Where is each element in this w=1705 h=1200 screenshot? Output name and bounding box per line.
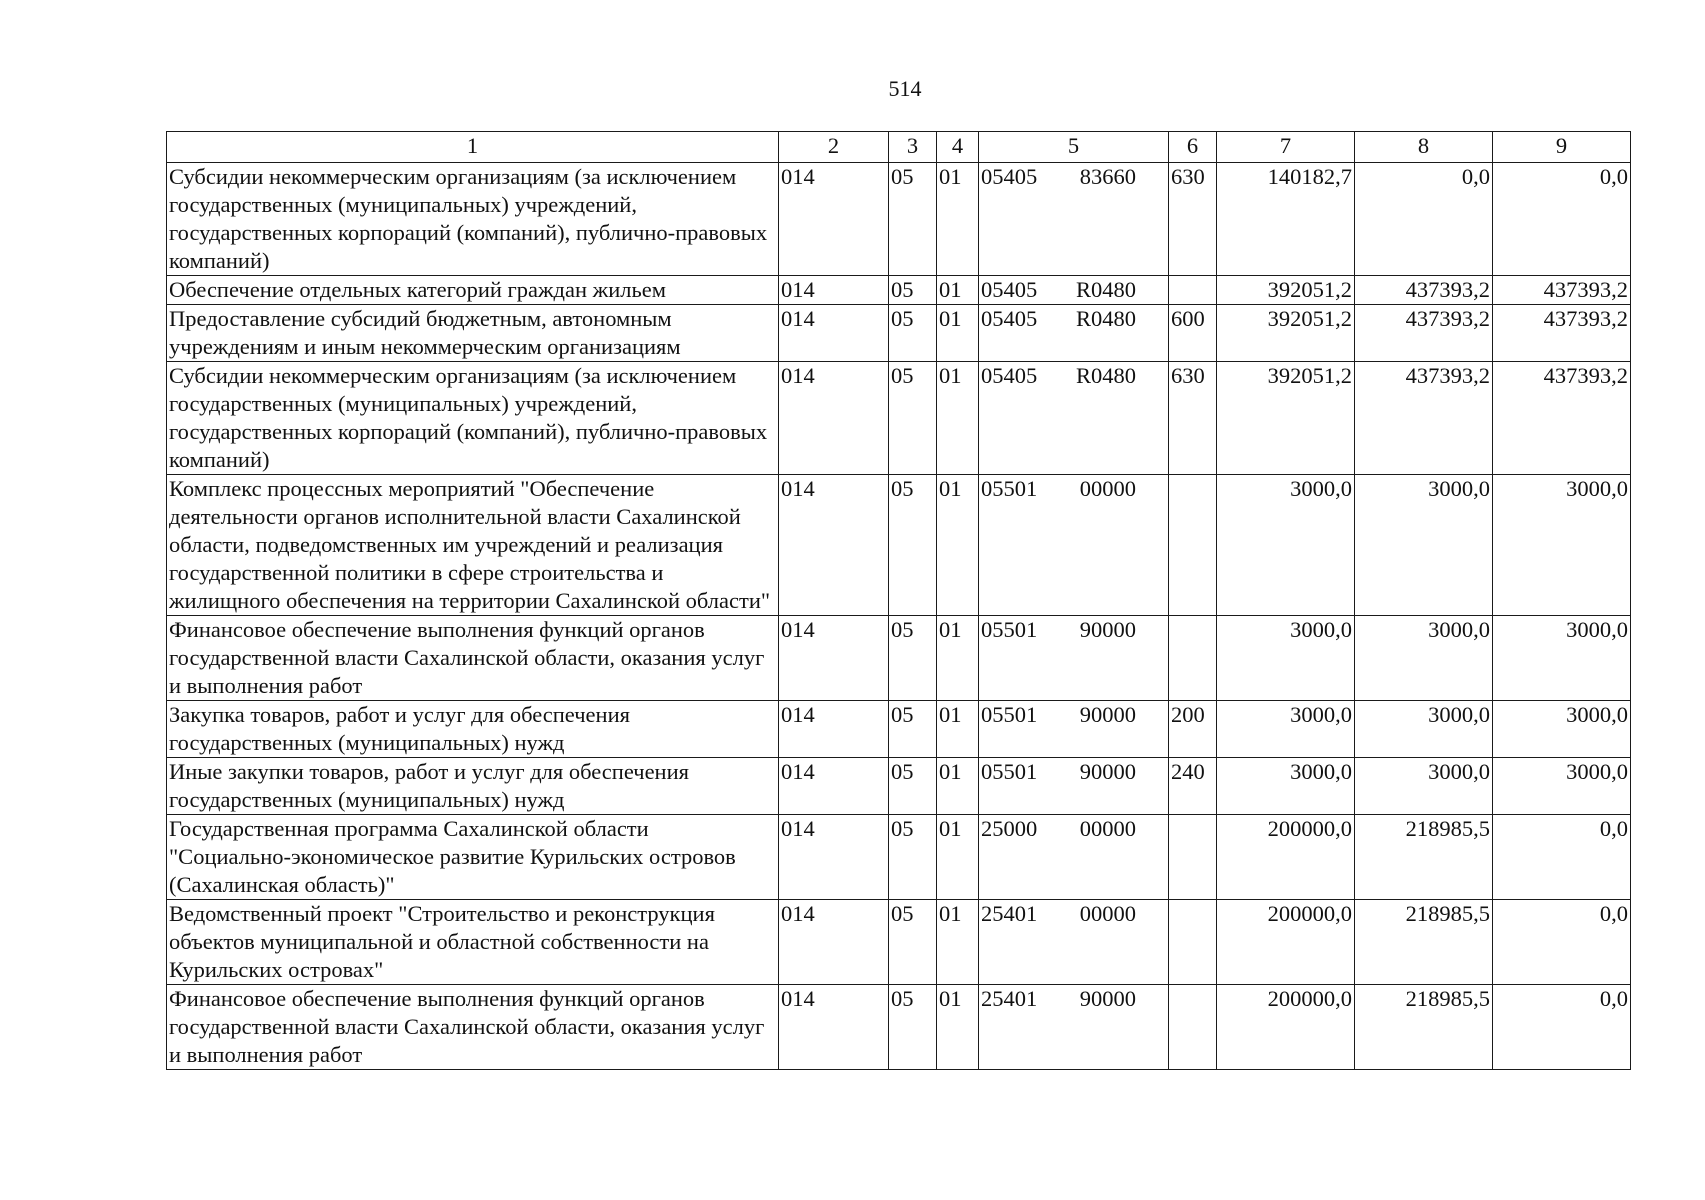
- row-name: Предоставление субсидий бюджетным, автономным учреждениям и иным некоммерческим организациям: [167, 305, 779, 362]
- row-expense-type: [1169, 985, 1217, 1070]
- row-amount-col9: 0,0: [1493, 163, 1631, 276]
- table-row: [167, 305, 1631, 362]
- row-amount-col9: 3000,0: [1493, 616, 1631, 701]
- row-section-code: 05: [889, 475, 937, 616]
- row-target-article: [979, 276, 1169, 305]
- row-subsection-code: 01: [937, 475, 979, 616]
- row-amount-col8: 437393,2: [1355, 362, 1493, 475]
- row-amount-col9: 0,0: [1493, 985, 1631, 1070]
- row-amount-col9: 3000,0: [1493, 758, 1631, 815]
- row-section-code: 05: [889, 276, 937, 305]
- row-target-article-program: 25401: [981, 901, 1038, 926]
- row-subsection-code: 01: [937, 900, 979, 985]
- row-target-article: [979, 758, 1169, 815]
- row-section-code: 05: [889, 163, 937, 276]
- row-amount-col7: 140182,7: [1217, 163, 1355, 276]
- row-section-code: 05: [889, 305, 937, 362]
- row-expense-type: 240: [1169, 758, 1217, 815]
- row-expense-type: [1169, 900, 1217, 985]
- row-subsection-code: 01: [937, 815, 979, 900]
- row-section-code: 05: [889, 985, 937, 1070]
- table-row: [167, 276, 1631, 305]
- row-ministry-code: 014: [779, 163, 889, 276]
- row-subsection-code: 01: [937, 701, 979, 758]
- row-target-article-direction: 90000: [1079, 759, 1136, 784]
- row-amount-col8: 3000,0: [1355, 616, 1493, 701]
- header-col-7: 7: [1217, 132, 1355, 163]
- row-amount-col9: 437393,2: [1493, 362, 1631, 475]
- row-ministry-code: 014: [779, 815, 889, 900]
- row-ministry-code: 014: [779, 758, 889, 815]
- row-target-article: [979, 985, 1169, 1070]
- table-body: [167, 163, 1631, 1070]
- row-subsection-code: 01: [937, 616, 979, 701]
- row-name: Обеспечение отдельных категорий граждан жильем: [167, 276, 779, 305]
- row-amount-col9: 3000,0: [1493, 701, 1631, 758]
- row-amount-col9: 437393,2: [1493, 276, 1631, 305]
- row-target-article-program: 25000: [981, 816, 1038, 841]
- row-subsection-code: 01: [937, 163, 979, 276]
- row-section-code: 05: [889, 758, 937, 815]
- row-target-article-program: 05501: [981, 617, 1038, 642]
- row-expense-type: 630: [1169, 163, 1217, 276]
- row-target-article-program: 05501: [981, 759, 1038, 784]
- table-row: [167, 163, 1631, 276]
- header-col-1: 1: [167, 132, 779, 163]
- row-name: Субсидии некоммерческим организациям (за исключением государственных (муниципальных) учреждений, государственных корпораций (компаний), публично-правовых компаний): [167, 362, 779, 475]
- row-amount-col8: 3000,0: [1355, 758, 1493, 815]
- row-target-article: [979, 475, 1169, 616]
- row-ministry-code: 014: [779, 475, 889, 616]
- row-amount-col7: 392051,2: [1217, 305, 1355, 362]
- row-expense-type: [1169, 276, 1217, 305]
- row-amount-col8: 437393,2: [1355, 276, 1493, 305]
- header-col-6: 6: [1169, 132, 1217, 163]
- row-target-article-program: 05501: [981, 702, 1038, 727]
- row-name: Закупка товаров, работ и услуг для обеспечения государственных (муниципальных) нужд: [167, 701, 779, 758]
- row-amount-col7: 392051,2: [1217, 276, 1355, 305]
- row-target-article-direction: R0480: [1075, 306, 1136, 331]
- row-target-article: [979, 305, 1169, 362]
- row-amount-col8: 218985,5: [1355, 815, 1493, 900]
- row-amount-col7: 200000,0: [1217, 900, 1355, 985]
- row-amount-col9: 0,0: [1493, 900, 1631, 985]
- row-subsection-code: 01: [937, 362, 979, 475]
- row-target-article-direction: 90000: [1079, 702, 1136, 727]
- row-name: Государственная программа Сахалинской области "Социально-экономическое развитие Курильских островов (Сахалинская область)": [167, 815, 779, 900]
- row-section-code: 05: [889, 701, 937, 758]
- row-name: Финансовое обеспечение выполнения функций органов государственной власти Сахалинской области, оказания услуг и выполнения работ: [167, 616, 779, 701]
- row-amount-col8: 3000,0: [1355, 701, 1493, 758]
- row-expense-type: 630: [1169, 362, 1217, 475]
- row-target-article-direction: 00000: [1079, 816, 1136, 841]
- row-target-article-direction: 90000: [1079, 986, 1136, 1011]
- row-target-article-direction: 00000: [1079, 476, 1136, 501]
- row-name: Иные закупки товаров, работ и услуг для обеспечения государственных (муниципальных) нужд: [167, 758, 779, 815]
- row-target-article: [979, 362, 1169, 475]
- budget-table: [166, 131, 1631, 1070]
- header-col-8: 8: [1355, 132, 1493, 163]
- row-amount-col7: 392051,2: [1217, 362, 1355, 475]
- row-ministry-code: 014: [779, 900, 889, 985]
- row-target-article-program: 05405: [981, 306, 1038, 331]
- row-amount-col7: 3000,0: [1217, 475, 1355, 616]
- table-row: [167, 475, 1631, 616]
- row-ministry-code: 014: [779, 305, 889, 362]
- row-target-article: [979, 701, 1169, 758]
- row-amount-col9: 437393,2: [1493, 305, 1631, 362]
- row-amount-col8: 0,0: [1355, 163, 1493, 276]
- row-amount-col7: 3000,0: [1217, 701, 1355, 758]
- row-section-code: 05: [889, 616, 937, 701]
- row-amount-col9: 3000,0: [1493, 475, 1631, 616]
- row-amount-col8: 437393,2: [1355, 305, 1493, 362]
- table-row: [167, 362, 1631, 475]
- header-col-4: 4: [937, 132, 979, 163]
- row-expense-type: [1169, 815, 1217, 900]
- row-target-article-program: 05405: [981, 363, 1038, 388]
- row-ministry-code: 014: [779, 701, 889, 758]
- row-amount-col8: 218985,5: [1355, 900, 1493, 985]
- page-number: 514: [888, 76, 922, 101]
- row-amount-col8: 3000,0: [1355, 475, 1493, 616]
- row-subsection-code: 01: [937, 276, 979, 305]
- row-expense-type: 600: [1169, 305, 1217, 362]
- row-expense-type: 200: [1169, 701, 1217, 758]
- row-target-article: [979, 616, 1169, 701]
- row-amount-col7: 200000,0: [1217, 985, 1355, 1070]
- header-row: [167, 132, 1631, 163]
- row-amount-col7: 3000,0: [1217, 758, 1355, 815]
- row-section-code: 05: [889, 362, 937, 475]
- row-name: Комплекс процессных мероприятий "Обеспечение деятельности органов исполнительной власти Сахалинской области, подведомственных им учреждений и реализация государственной политики в сфере строительства и жилищного обеспечения на территории Сахалинской области": [167, 475, 779, 616]
- row-expense-type: [1169, 475, 1217, 616]
- row-target-article-direction: 00000: [1079, 901, 1136, 926]
- table-row: [167, 900, 1631, 985]
- table-row: [167, 616, 1631, 701]
- row-amount-col8: 218985,5: [1355, 985, 1493, 1070]
- row-amount-col9: 0,0: [1493, 815, 1631, 900]
- row-target-article-direction: R0480: [1075, 277, 1136, 302]
- row-target-article-program: 05405: [981, 277, 1038, 302]
- row-name: Ведомственный проект "Строительство и реконструкция объектов муниципальной и областной собственности на Курильских островах": [167, 900, 779, 985]
- row-name: Финансовое обеспечение выполнения функций органов государственной власти Сахалинской области, оказания услуг и выполнения работ: [167, 985, 779, 1070]
- row-target-article-direction: 90000: [1079, 617, 1136, 642]
- header-col-5: 5: [979, 132, 1169, 163]
- row-section-code: 05: [889, 900, 937, 985]
- row-amount-col7: 3000,0: [1217, 616, 1355, 701]
- row-target-article-program: 05501: [981, 476, 1038, 501]
- row-target-article-program: 25401: [981, 986, 1038, 1011]
- row-target-article-direction: R0480: [1075, 363, 1136, 388]
- row-target-article-program: 05405: [981, 164, 1038, 189]
- row-expense-type: [1169, 616, 1217, 701]
- header-col-9: 9: [1493, 132, 1631, 163]
- table-row: [167, 815, 1631, 900]
- row-target-article: [979, 900, 1169, 985]
- row-name: Субсидии некоммерческим организациям (за исключением государственных (муниципальных) учреждений, государственных корпораций (компаний), публично-правовых компаний): [167, 163, 779, 276]
- row-target-article: [979, 815, 1169, 900]
- row-section-code: 05: [889, 815, 937, 900]
- row-amount-col7: 200000,0: [1217, 815, 1355, 900]
- row-target-article-direction: 83660: [1079, 164, 1136, 189]
- table-row: [167, 985, 1631, 1070]
- row-subsection-code: 01: [937, 758, 979, 815]
- row-ministry-code: 014: [779, 985, 889, 1070]
- row-ministry-code: 014: [779, 362, 889, 475]
- table-row: [167, 701, 1631, 758]
- row-subsection-code: 01: [937, 305, 979, 362]
- row-ministry-code: 014: [779, 616, 889, 701]
- header-col-2: 2: [779, 132, 889, 163]
- row-target-article: [979, 163, 1169, 276]
- row-subsection-code: 01: [937, 985, 979, 1070]
- header-col-3: 3: [889, 132, 937, 163]
- table-row: [167, 758, 1631, 815]
- row-ministry-code: 014: [779, 276, 889, 305]
